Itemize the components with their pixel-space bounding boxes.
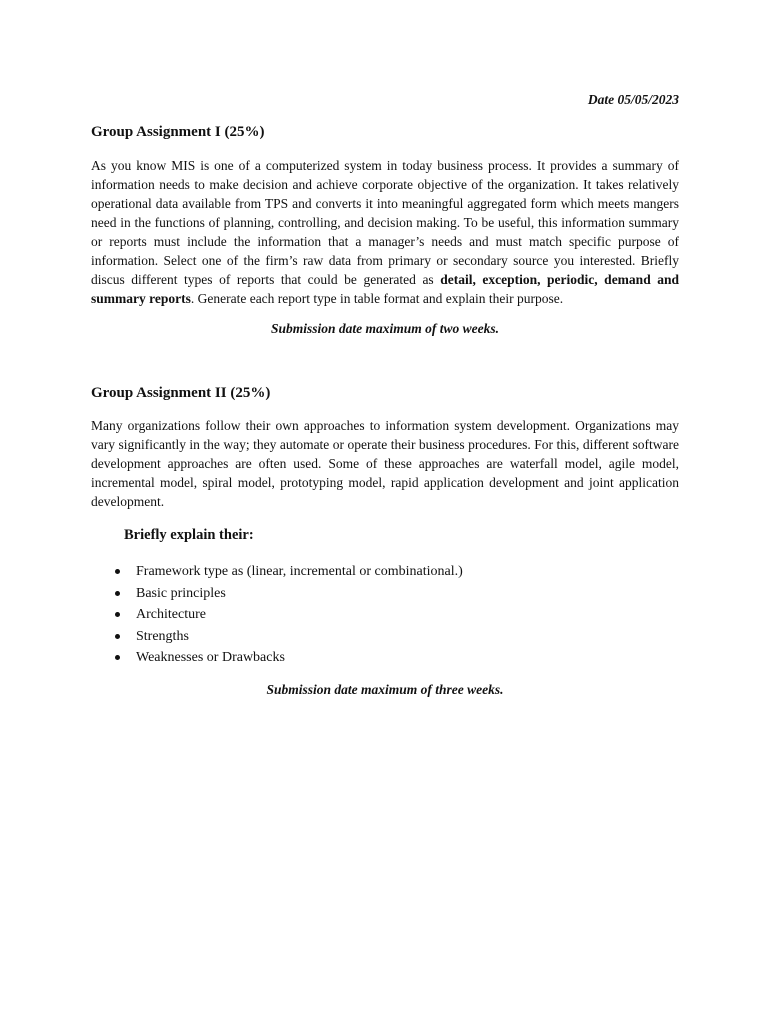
document-date: Date 05/05/2023 (587, 92, 679, 107)
bullet-text: Strengths (136, 628, 189, 644)
assignment-2-body: Many organizations follow their own approaches to information system development. Organizations may vary significantly in the way; they automate or operate their business procedures. For this, different software development approaches are often used. Some of these approaches are waterfall model, agile model, incremental model, spiral model, prototyping model, rapid application development and joint application development. (91, 418, 679, 509)
assignment-2-submission: Submission date maximum of three weeks. (266, 682, 504, 697)
bullet-text: Weaknesses or Drawbacks (136, 650, 285, 665)
bullet-item (111, 626, 463, 648)
assignment-1-body-end: . Generate each report type in table format and explain their purpose. (190, 291, 564, 306)
assignment-2-subheading: Briefly explain their: (124, 527, 254, 543)
bullet-text: Architecture (136, 607, 206, 622)
bullet-dot-icon (115, 591, 120, 596)
assignment-1-body (91, 156, 679, 308)
bullet-dot-icon (115, 569, 120, 574)
bullet-text: Basic principles (136, 585, 226, 601)
bullet-dot-icon (115, 612, 120, 617)
bullet-item (111, 647, 463, 669)
bullet-item (111, 561, 463, 583)
assignment-1-title: Group Assignment I (25%) (91, 124, 265, 140)
bullet-dot-icon (115, 655, 120, 660)
bullet-item (111, 604, 463, 626)
assignment-2-title: Group Assignment II (25%) (91, 385, 271, 401)
assignment-2-bullet-list (111, 561, 463, 669)
bullet-item (111, 583, 463, 605)
bullet-dot-icon (115, 634, 120, 639)
assignment-1-submission: Submission date maximum of two weeks. (270, 321, 500, 336)
assignment-1-report-types: detail, exception, periodic, demand and summary reports (91, 272, 679, 306)
assignment-1-body-text: As you know MIS is one of a computerized system in today business process. It provides a summary of information needs to make decision and achieve corporate objective of the organization. It takes relatively operational data available from TPS and converts it into meaningful aggregated form which meets mangers need in the functions of planning, controlling, and decision making. To be useful, this information summary or reports must include the information that a manager’s needs and must match specific purpose of information. Select one of the firm’s raw data from primary or secondary source you interested. Briefly discus different types of reports that could be generated as (91, 158, 679, 287)
bullet-text: Framework type as (linear, incremental or combinational.) (136, 564, 463, 579)
